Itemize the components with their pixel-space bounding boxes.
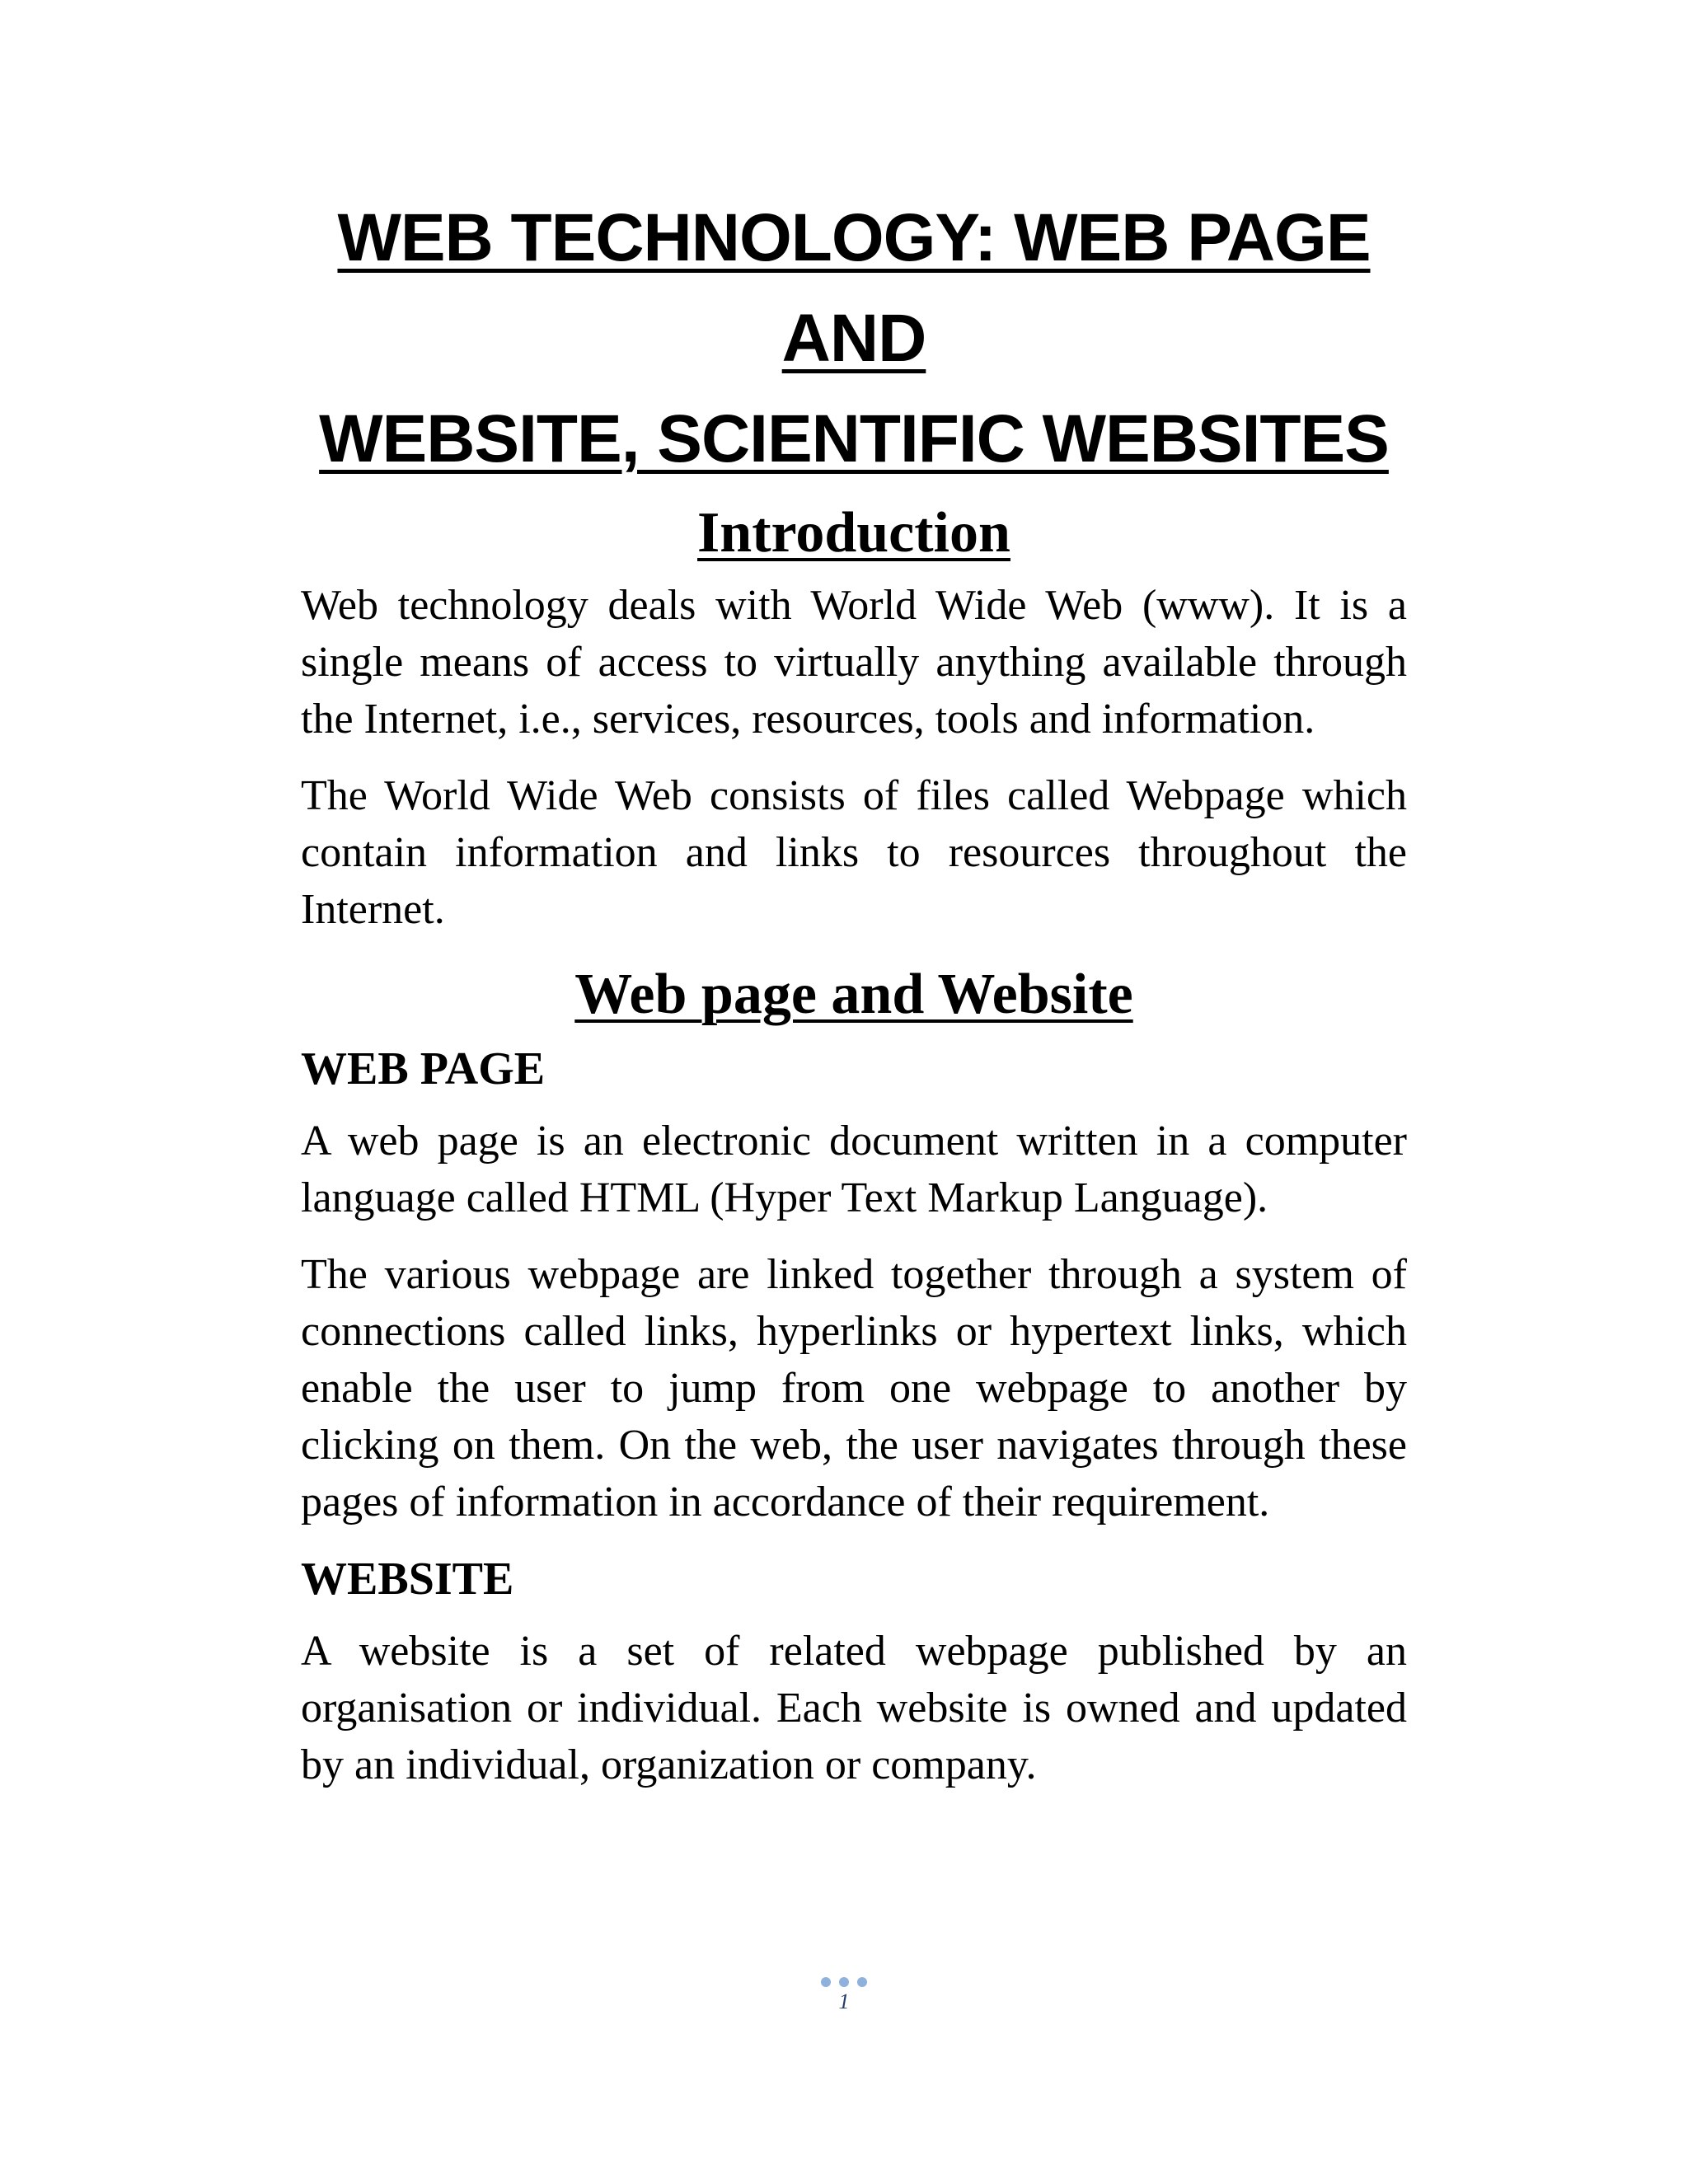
footer-dots xyxy=(821,1977,867,1987)
document-title xyxy=(301,188,1407,490)
website-paragraph-1: A website is a set of related webpage published by an organisation or individual. Each website is owned and updated by an individual, organization or company. xyxy=(301,1628,1407,1788)
footer-dot-icon xyxy=(821,1977,831,1987)
introduction-heading-text: Introduction xyxy=(697,501,1010,565)
introduction-paragraph-2: The World Wide Web consists of files called Webpage which contain information and links to resources throughout the Internet. xyxy=(301,772,1407,933)
document-page xyxy=(301,188,1407,1813)
title-line-1: WEB TECHNOLOGY: WEB PAGE AND xyxy=(337,200,1371,376)
page-footer xyxy=(0,1976,1688,2014)
introduction-heading xyxy=(301,496,1407,570)
webpage-and-website-heading-text: Web page and Website xyxy=(574,963,1133,1026)
footer-dot-icon xyxy=(839,1977,849,1987)
web-page-paragraph-1: A web page is an electronic document written in a computer language called HTML (Hyper Text Markup Language). xyxy=(301,1118,1407,1221)
webpage-and-website-heading xyxy=(301,958,1407,1032)
title-line-2: WEBSITE, SCIENTIFIC WEBSITES xyxy=(319,401,1389,476)
introduction-paragraph-1: Web technology deals with World Wide Web (www). It is a single means of access to virtually anything available through the Internet, i.e., services, resources, tools and information. xyxy=(301,582,1407,743)
web-page-subheading: WEB PAGE xyxy=(301,1043,546,1094)
page-number: 1 xyxy=(838,1990,850,2013)
footer-dot-icon xyxy=(857,1977,867,1987)
web-page-paragraph-2: The various webpage are linked together through a system of connections called links, hyperlinks or hypertext links, which enable the user to jump from one webpage to another by clicking on them. On the web, the user navigates through these pages of information in accordance of their requirement. xyxy=(301,1251,1407,1526)
website-subheading: WEBSITE xyxy=(301,1554,514,1605)
